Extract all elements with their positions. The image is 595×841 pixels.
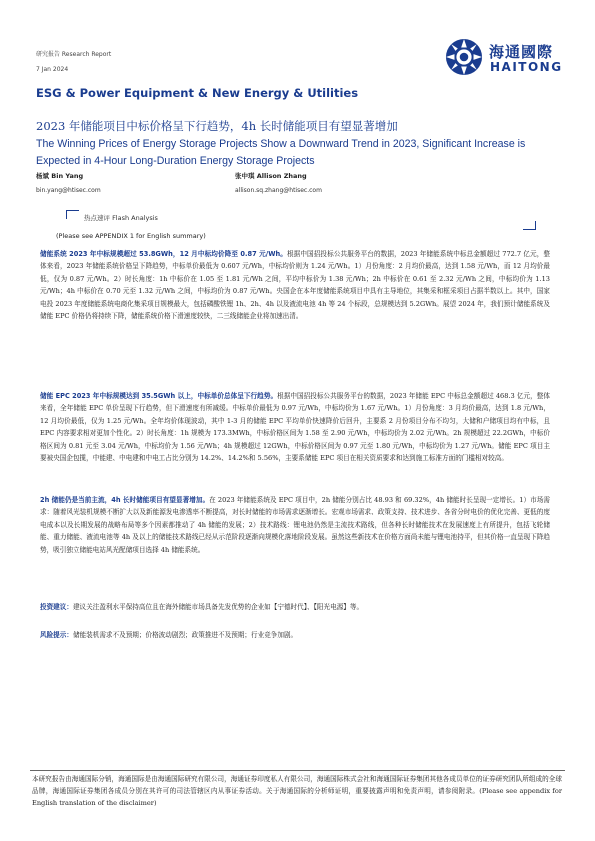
logo-text-cn: 海通國際	[489, 43, 554, 61]
risk-lead: 风险提示：	[40, 631, 73, 639]
investment-lead: 投资建议：	[40, 603, 73, 611]
paragraph-duration	[40, 494, 550, 556]
title-cn: 2023 年储能项目中标价格呈下行趋势，4h 长时储能项目有望显著增加	[36, 119, 398, 133]
paragraph-body: 根据中国招投标公共服务平台的数据，2023 年储能系统中标总金额超过 772.7 亿元，整体来看，2023 年储能系统价格呈下降趋势，中标单价最低为 0.607 元/Wh，中标均价则为 1.24 元/Wh。1）月份角度：2 月均价最高，达到 1.58 元/Wh，而 12 月均价最低，仅为 0.87 元/Wh。2）时长角度：1h 中标价在 1.05 至 1.81 元/Wh 之间，平均中标价为 1.38 元/Wh；2h 中标价在 0.61 至 2.32 元/Wh 之间，中标均价为 1.13 元/Wh；4h 中标价在 0.70 元至 1.32 元/Wh 之间，中标均价为 0.87 元/Wh。央国企在本年度储能系统项目中具有主导地位，其集采和框采项目占据半数以上。其中，国家电投 2023 年度储能系统电商化集采项目规模最大，包括磷酸铁锂 1h、2h、4h 以及液流电池 4h 等 24 个标段，总规模达到 5.2GWh。展望 2024 年，我们预计储能系统及储能 EPC 价格仍将持续下降，储能系统价格下滑速度较快，二三线储能企业将加速出清。	[40, 250, 551, 321]
report-type: 研究报告 Research Report	[36, 51, 112, 58]
paragraph-lead: 2h 储能仍是当前主流，4h 长时储能项目有望显著增加。	[40, 496, 210, 504]
corner-bracket-bottom-right	[523, 221, 536, 230]
footer-divider	[30, 770, 565, 771]
author-name: 杨斌 Bin Yang	[36, 172, 84, 180]
paragraph-system	[40, 248, 550, 322]
appendix-note: (Please see APPENDIX 1 for English summary)	[56, 232, 206, 240]
risk-text: 储能装机需求不及预期；价格波动剧烈；政策推进不及预期；行业竞争加剧。	[72, 631, 298, 639]
author-name: 张中琪 Allison Zhang	[235, 172, 307, 180]
author-email[interactable]: allison.sq.zhang@htisec.com	[235, 187, 322, 194]
author-email[interactable]: bin.yang@htisec.com	[36, 187, 101, 194]
report-date: 7 Jan 2024	[36, 66, 69, 73]
corner-bracket-top-left	[66, 210, 79, 219]
haitong-logo	[445, 38, 563, 78]
investment-suggestion	[40, 601, 363, 611]
logo-text-en: HAITONG	[490, 60, 563, 74]
paragraph-lead: 储能系统 2023 年中标规模超过 53.8GWh，12 月中标均价降至 0.87 元/Wh。	[40, 250, 287, 258]
disclaimer-footer: 本研究报告由海通国际分销，海通国际是由海通国际研究有限公司，海通证券印度私人有限公司，海通国际株式会社和海通国际证券集团其他各成员单位的证券研究团队所组成的全球品牌，海通国际证券集团各成员分别在其许可的司法管辖区内从事证券活动。关于海通国际的分析师证明，重要披露声明和免责声明，请参阅附录。(Please see appendix for English translation of the disclaimer)	[32, 775, 562, 807]
sector-heading: ESG & Power Equipment & New Energy & Utilities	[36, 86, 359, 100]
paragraph-lead: 储能 EPC 2023 年中标规模达到 35.5GWh 以上，中标单价总体呈下行趋势。	[40, 392, 278, 400]
paragraph-epc	[40, 390, 550, 464]
author-1	[36, 171, 101, 194]
flash-analysis-label: 热点速评 Flash Analysis	[84, 214, 158, 222]
paragraph-body: 在 2023 年储能系统及 EPC 项目中，2h 储能分别占比 48.93 和 69.32%，4h 储能时长呈现一定增长。1）市场需求：随着风光装机规模不断扩大以及新能源发电渗透率不断提高，对长时储能的市场需求逐渐增长。宏观市场需求、政策支持、技术进步、各省分时电价的优化完善、更低的度电成本以及长期发展的战略布局等多个因素都推动了 4h 储能的发展；2）技术路线：锂电池仍然是主流技术路线，但各种长时储能技术在发展速度上有所提升，包括飞轮储能、重力储能、液流电池等 4h 及以上的储能技术路线已经从示范阶段逐渐向规模化落地阶段发展。虽然这些新技术在价格方面尚未能与锂电池持平，但其价格一直呈现下降趋势，吸引独立储能电站风光配储项目选择 4h 储能系统。	[40, 496, 550, 554]
title-en: The Winning Prices of Energy Storage Projects Show a Downward Trend in 2023, Significant Increase is Expected in 4-Hour Long-Duration Energy Storage Projects	[36, 138, 526, 167]
author-2	[235, 171, 322, 194]
paragraph-body: 根据中国招投标公共服务平台的数据，2023 年储能 EPC 中标总金额超过 468.3 亿元，整体来看，全年储能 EPC 单价呈现下行趋势，但下滑速度有所减缓。中标单价最低为 0.97 元/Wh，中标均价为 1.67 元/Wh。1）月份角度：3 月均价最高，达到 1.8 元/Wh，12 月均价最低，仅为 1.25 元/Wh。全年均价体现波动，其中 1-3 月的储能 EPC 平均单价快速降价后回升，主要系 2 月份项目分布不均匀，大储和户储项目均有中标，且 EPC 内容要求相对更加个性化。2）时长角度：1h 规模为 173.3MWh，中标价格区间为 1.58 至 2.90 元/Wh，中标均价为 2.02 元/Wh。2h 规模超过 22.2GWh，中标价格区间为 0.81 元至 3.04 元/Wh，中标均价为 1.56 元/Wh；4h 规模超过 12GWh，中标价格区间为 0.97 元至 1.80 元/Wh，中标均价为 1.27 元/Wh。储能 EPC 项目主要被央国企包揽，中能建、中电建和中电工占比分别为 14.2%、14.2%和 5.56%，主要系储能 EPC 项目在相关资质要求和达到施工标准方面的门槛相对较高。	[40, 392, 550, 463]
flash-analysis-box	[66, 210, 536, 230]
risk-warning	[40, 629, 297, 639]
investment-text: 建议关注盈利水平保持高位且在海外储能市场具备先发优势的企业如【宁德时代】、【阳光电源】等。	[72, 603, 364, 611]
haitong-logo-icon	[445, 38, 483, 76]
